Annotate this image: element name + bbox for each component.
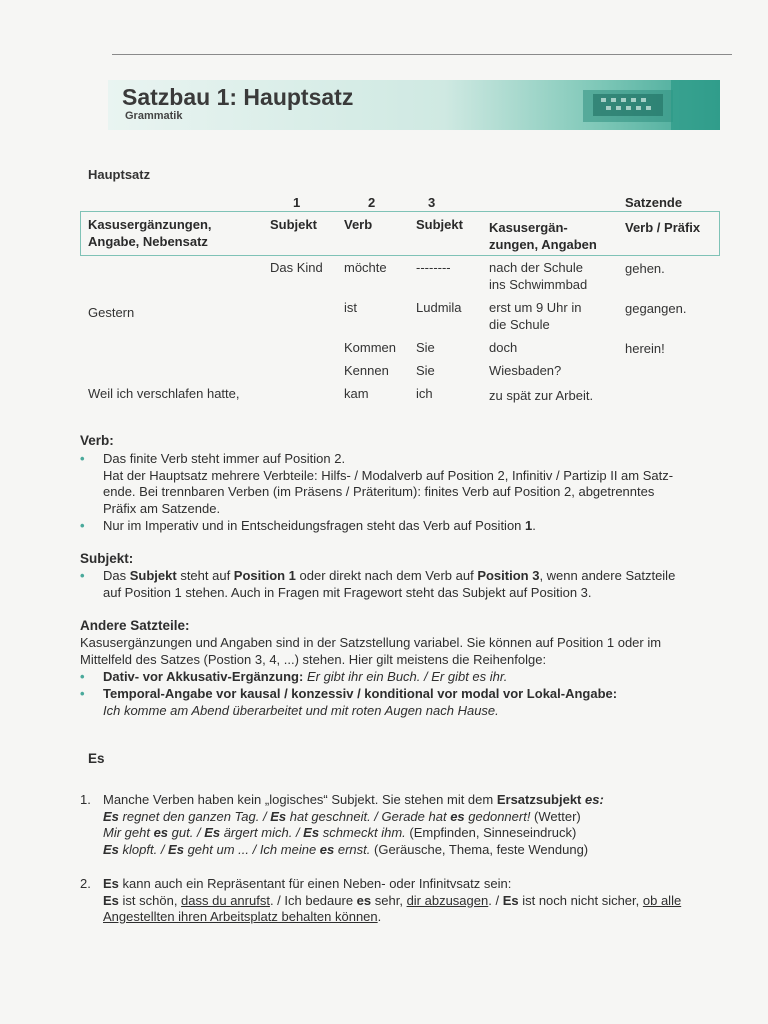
position-3-label: 3: [428, 195, 436, 210]
text: steht auf: [176, 568, 234, 583]
table-cell: doch: [489, 340, 518, 355]
text-underlined: dir abzusagen: [406, 892, 489, 908]
text-bold: Subjekt: [129, 568, 177, 583]
header-line: Angabe, Nebensatz: [88, 234, 208, 249]
text: ist schön,: [118, 892, 182, 908]
text: geht um ... / Ich meine: [183, 841, 320, 857]
header-line: Kasusergän-: [489, 220, 568, 235]
header-verb: Verb: [344, 217, 373, 232]
table-cell: möchte: [344, 260, 387, 275]
verb-heading: Verb:: [80, 433, 114, 448]
text: Mir geht: [103, 825, 154, 840]
list-number-1: 1.: [80, 792, 91, 807]
table-cell: Kennen: [344, 363, 389, 378]
header-kasus-angabe: [88, 216, 212, 250]
text-bold: Es: [502, 892, 519, 908]
bullet-icon: •: [80, 451, 85, 466]
table-cell: Ludmila: [416, 300, 462, 315]
text: Manche Verben haben kein „logisches“ Subjekt. Sie stehen mit dem: [103, 792, 497, 807]
page-title: Satzbau 1: Hauptsatz: [122, 84, 354, 110]
bullet-icon: •: [80, 568, 85, 583]
text-bold: Es: [204, 825, 221, 840]
table-cell: gegangen.: [625, 301, 687, 316]
table-cell: Wiesbaden?: [489, 363, 562, 378]
es-item-1: [103, 792, 723, 858]
text-bold: Es: [103, 841, 119, 857]
header-subjekt-3: Subjekt: [416, 217, 463, 232]
satzende-label: Satzende: [625, 195, 683, 210]
text: (Wetter): [530, 808, 581, 824]
text-bold: es: [319, 841, 335, 857]
bullet-icon: •: [80, 669, 85, 684]
text-bold: Es: [303, 825, 320, 840]
text-line: Präfix am Satzende.: [103, 500, 221, 516]
text-bold: Es: [103, 876, 119, 891]
text: (Geräusche, Thema, feste Wendung): [370, 841, 589, 857]
text: gut. /: [168, 825, 205, 840]
table-cell: Weil ich verschlafen hatte,: [88, 386, 240, 401]
table-cell: ist: [344, 300, 357, 315]
text: kann auch ein Repräsentant für einen Neben- oder Infinitvsatz sein:: [118, 876, 512, 891]
position-2-label: 2: [368, 195, 376, 210]
text-bold: Es: [103, 808, 119, 824]
text: oder direkt nach dem Verb auf: [295, 568, 478, 583]
table-cell: zu spät zur Arbeit.: [489, 388, 594, 403]
text-line: Hat der Hauptsatz mehrere Verbteile: Hilfs- / Modalverb auf Position 2, Infinitiv / Partizip II am Satz-: [103, 467, 674, 483]
cell-line: die Schule: [489, 317, 550, 332]
text: hat geschneit. / Gerade hat: [286, 808, 451, 824]
subjekt-heading: Subjekt:: [80, 551, 134, 566]
cell-line: erst um 9 Uhr in: [489, 300, 582, 315]
table-cell: --------: [416, 260, 451, 275]
text-line: auf Position 1 stehen. Auch in Fragen mit Fragewort steht das Subjekt auf Position 3.: [103, 584, 592, 600]
text-italic: Ich komme am Abend überarbeitet und mit roten Augen nach Hause.: [103, 702, 499, 718]
es-heading: Es: [88, 751, 105, 766]
text-bold: Position 1: [233, 568, 296, 583]
text: ärgert mich. /: [220, 825, 304, 840]
list-number-2: 2.: [80, 876, 91, 891]
text-underlined: ob alle: [642, 892, 682, 908]
table-cell: herein!: [625, 341, 665, 356]
text: sehr,: [371, 892, 407, 908]
text: ernst.: [334, 841, 371, 857]
text-line: ende. Bei trennbaren Verben (im Präsens / Präteritum): finites Verb auf Position 2, abgetrenntes: [103, 484, 655, 499]
text-bold: Es: [103, 892, 119, 908]
text-bold: es:: [581, 792, 604, 807]
text-underlined: Angestellten ihren Arbeitsplatz behalten können: [103, 909, 378, 924]
text: schmeckt ihm.: [319, 825, 406, 840]
text-bold: Es: [270, 808, 287, 824]
page-subtitle: Grammatik: [125, 110, 183, 122]
text: . /: [488, 892, 503, 908]
text: .: [532, 518, 536, 533]
text: (Empfinden, Sinneseindruck): [405, 825, 577, 840]
text-bold: es: [153, 825, 169, 840]
text: , wenn andere Satzteile: [539, 568, 676, 583]
pixel-deco-image: [553, 80, 720, 130]
bullet-icon: •: [80, 518, 85, 533]
andere-heading: Andere Satzteile:: [80, 618, 190, 633]
es-item-2: [103, 876, 723, 926]
table-cell: Sie: [416, 363, 435, 378]
header-line: Kasusergänzungen,: [88, 217, 212, 232]
table-cell: kam: [344, 386, 369, 401]
bullet-icon: •: [80, 686, 85, 701]
cell-line: nach der Schule: [489, 260, 583, 275]
table-cell: Sie: [416, 340, 435, 355]
text-line: Mittelfeld des Satzes (Postion 3, 4, ...) stehen. Hier gilt meistens die Reihenfolge:: [80, 651, 547, 667]
table-cell: Das Kind: [270, 260, 323, 275]
text-italic: Er gibt ihr ein Buch. / Er gibt es ihr.: [303, 669, 508, 684]
top-rule: [112, 54, 732, 55]
text-bold: es: [356, 892, 372, 908]
text: gedonnert!: [464, 808, 531, 824]
text: Das: [103, 568, 130, 583]
table-cell: [489, 299, 581, 333]
header-kasus-angaben: [489, 219, 597, 253]
text-bold: 1: [525, 518, 533, 533]
text: .: [377, 909, 382, 924]
header-line: zungen, Angaben: [489, 237, 597, 252]
table-cell: Gestern: [88, 305, 135, 320]
text: Nur im Imperativ und in Entscheidungsfragen steht das Verb auf Position: [103, 518, 526, 533]
text-line: Das finite Verb steht immer auf Position 2.: [103, 451, 346, 466]
andere-paragraph: [80, 635, 720, 668]
text: klopft. /: [118, 841, 169, 857]
table-cell: Kommen: [344, 340, 397, 355]
table-cell: ich: [416, 386, 433, 401]
text-bold: es: [450, 808, 465, 824]
table-cell: gehen.: [625, 261, 665, 276]
text: regnet den ganzen Tag. /: [118, 808, 271, 824]
text-line: Kasusergänzungen und Angaben sind in der Satzstellung variabel. Sie können auf Position 1 oder im: [80, 635, 662, 650]
section-hauptsatz-label: Hauptsatz: [88, 167, 151, 182]
text: ist noch nicht sicher,: [518, 892, 643, 908]
header-verb-praefix: Verb / Präfix: [625, 220, 701, 235]
position-1-label: 1: [293, 195, 301, 210]
text-bold: Position 3: [477, 568, 540, 583]
text-bold: Temporal-Angabe vor kausal / konzessiv / konditional vor modal vor Lokal-Angabe:: [103, 686, 618, 701]
text: . / Ich bedaure: [269, 892, 357, 908]
text-bold: Ersatzsubjekt: [496, 792, 582, 807]
text-bold: Dativ- vor Akkusativ-Ergänzung:: [103, 669, 304, 684]
text-underlined: dass du anrufst: [181, 892, 270, 908]
header-subjekt-1: Subjekt: [270, 217, 317, 232]
cell-line: ins Schwimmbad: [489, 277, 588, 292]
table-cell: [489, 259, 587, 293]
text-bold: Es: [168, 841, 184, 857]
